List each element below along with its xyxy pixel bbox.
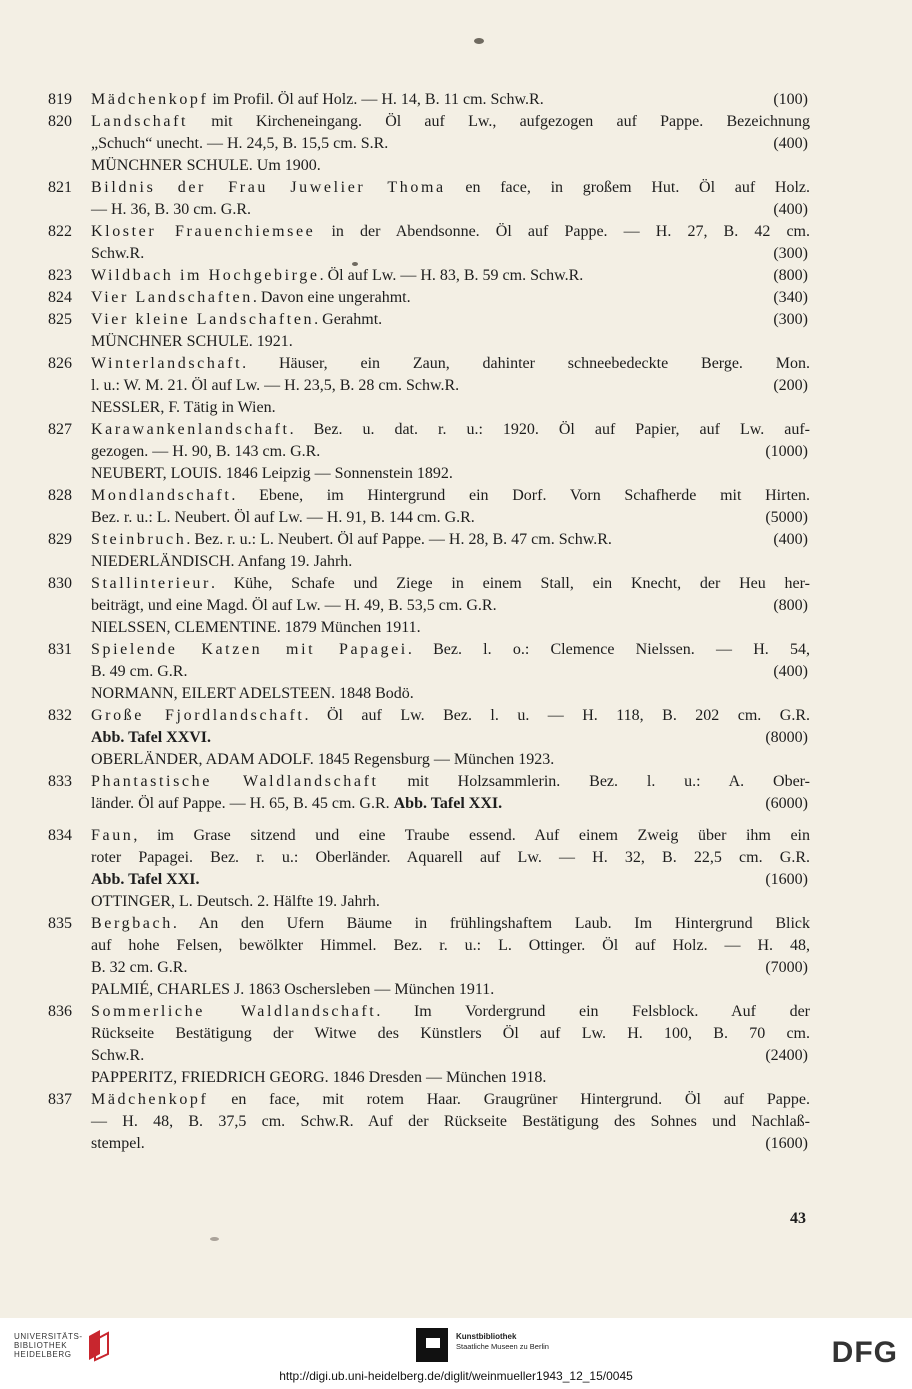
description-text: . Davon eine ungerahmt. [252, 289, 411, 306]
page-number: 43 [790, 1210, 806, 1227]
artwork-title: Phantastische Waldlandschaft [91, 773, 379, 790]
entry-description [91, 441, 742, 463]
artwork-title: Große Fjordlandschaft [91, 707, 305, 724]
description-text: . Ebene, im Hintergrund ein Dorf. Vorn Schafherde mit Hirten. [231, 487, 810, 504]
artwork-title: Wildbach im Hochgebirge [91, 267, 320, 284]
artwork-title: Steinbruch [91, 531, 187, 548]
entry-description [91, 1111, 810, 1133]
entry-number: 822 [48, 223, 72, 240]
artist-heading-text: PALMIÉ, CHARLES J. 1863 Oschersleben — München 1911. [91, 981, 495, 998]
artist-heading [0, 979, 912, 1001]
catalog-entry [0, 529, 912, 551]
description-text: im Profil. Öl auf Holz. — H. 14, B. 11 cm. Schw.R. [208, 91, 544, 108]
entry-description [91, 507, 742, 529]
entry-description [91, 1001, 810, 1023]
artwork-title: Kloster Frauenchiemsee [91, 223, 316, 240]
entry-description [91, 375, 742, 397]
kunstbibliothek-subtitle: Staatliche Museen zu Berlin [456, 1342, 549, 1351]
description-text: . Im Vordergrund ein Felsblock. Auf der [376, 1003, 810, 1020]
description-text: in der Abendsonne. Öl auf Pappe. — H. 27, B. 42 cm. [315, 223, 810, 240]
estimate-price: (800) [773, 597, 808, 614]
plate-reference: Abb. Tafel XXI. [91, 871, 200, 888]
entry-description [91, 221, 810, 243]
estimate-price: (200) [773, 377, 808, 394]
entry-description [91, 1023, 810, 1045]
entry-number: 828 [48, 487, 72, 504]
catalog-entry [0, 1001, 912, 1023]
description-text: stempel. [91, 1135, 145, 1152]
artist-heading [0, 891, 912, 913]
entry-description [91, 935, 810, 957]
dfg-logo: DFG [831, 1336, 898, 1369]
artwork-title: Mondlandschaft [91, 487, 232, 504]
catalog-entry-continuation [0, 793, 912, 815]
catalog-entry [0, 221, 912, 243]
description-text: B. 49 cm. G.R. [91, 663, 188, 680]
catalog-entry-continuation [0, 1045, 912, 1067]
artist-heading-text: NORMANN, EILERT ADELSTEEN. 1848 Bodö. [91, 685, 414, 702]
entry-description [91, 89, 742, 111]
description-text: . Öl auf Lw. — H. 83, B. 59 cm. Schw.R. [319, 267, 584, 284]
description-text: . An den Ufern Bäume in frühlingshaftem Laub. Im Hintergrund Blick [172, 915, 810, 932]
entry-description [91, 243, 742, 265]
description-text: mit Kircheneingang. Öl auf Lw., aufgezogen auf Pappe. Bezeichnung [188, 113, 810, 130]
description-text: , im Grase sitzend und eine Traube essend. Auf einem Zweig über ihm ein [133, 827, 810, 844]
estimate-price: (8000) [765, 729, 808, 746]
entry-description [91, 705, 810, 727]
entry-number: 830 [48, 575, 72, 592]
artist-heading [0, 617, 912, 639]
catalog-entry [0, 177, 912, 199]
artwork-title: Spielende Katzen mit Papagei [91, 641, 408, 658]
entry-number: 821 [48, 179, 72, 196]
catalog-entry [0, 639, 912, 661]
entry-description [91, 793, 742, 815]
catalog-entry [0, 573, 912, 595]
description-text: . Bez. r. u.: L. Neubert. Öl auf Pappe. — H. 28, B. 47 cm. Schw.R. [186, 531, 612, 548]
artwork-title: Winterlandschaft [91, 355, 243, 372]
catalog-entry [0, 111, 912, 133]
artist-heading [0, 1067, 912, 1089]
description-text: B. 32 cm. G.R. [91, 959, 188, 976]
catalog-entry-continuation [0, 1111, 912, 1133]
entry-description [91, 177, 810, 199]
description-text: — H. 48, B. 37,5 cm. Schw.R. Auf der Rückseite Bestätigung des Sohnes und Nachlaß- [91, 1113, 810, 1130]
entry-number: 829 [48, 531, 72, 548]
artwork-title: Mädchenkopf [91, 1091, 209, 1108]
catalog-entry [0, 1089, 912, 1111]
catalog-entry-continuation [0, 199, 912, 221]
estimate-price: (7000) [765, 959, 808, 976]
entry-description [91, 419, 810, 441]
entry-number: 827 [48, 421, 72, 438]
artwork-title: Sommerliche Waldlandschaft [91, 1003, 377, 1020]
university-library-name [14, 1332, 83, 1359]
footer-bar [0, 1318, 912, 1389]
entry-description [91, 639, 810, 661]
estimate-price: (6000) [765, 795, 808, 812]
artist-heading-text: OTTINGER, L. Deutsch. 2. Hälfte 19. Jahrh. [91, 893, 380, 910]
entry-description [91, 1133, 742, 1155]
description-text: Schw.R. [91, 1047, 145, 1064]
estimate-price: (100) [773, 91, 808, 108]
entry-description [91, 957, 742, 979]
entry-number: 826 [48, 355, 72, 372]
catalog-entry-continuation [0, 1023, 912, 1045]
catalog-entry-continuation [0, 133, 912, 155]
artist-heading-text: NESSLER, F. Tätig in Wien. [91, 399, 276, 416]
catalog-entry-continuation [0, 935, 912, 957]
catalog-entry [0, 309, 912, 331]
artist-heading-text: NIEDERLÄNDISCH. Anfang 19. Jahrh. [91, 553, 353, 570]
artist-heading [0, 749, 912, 771]
entry-description [91, 287, 742, 309]
description-text: . Bez. l. o.: Clemence Nielssen. — H. 54, [407, 641, 810, 658]
entry-number: 824 [48, 289, 72, 306]
entry-number: 831 [48, 641, 72, 658]
description-text: länder. Öl auf Pappe. — H. 65, B. 45 cm. G.R. [91, 795, 394, 812]
catalog-entry [0, 705, 912, 727]
artist-heading [0, 155, 912, 177]
entry-number: 825 [48, 311, 72, 328]
artist-heading [0, 683, 912, 705]
estimate-price: (5000) [765, 509, 808, 526]
entry-description [91, 913, 810, 935]
entry-description [91, 847, 810, 869]
estimate-price: (300) [773, 245, 808, 262]
entry-number: 837 [48, 1091, 72, 1108]
ink-speck [210, 1237, 219, 1241]
entry-description [91, 485, 810, 507]
plate-reference: Abb. Tafel XXI. [393, 795, 503, 812]
description-text: . Öl auf Lw. Bez. l. u. — H. 118, B. 202 cm. G.R. [304, 707, 810, 724]
kunstbibliothek-name [456, 1332, 549, 1352]
catalog-entry-continuation [0, 869, 912, 891]
artwork-title: Landschaft [91, 113, 189, 130]
entry-number: 823 [48, 267, 72, 284]
catalog-entry-continuation [0, 1133, 912, 1155]
description-text: en face, mit rotem Haar. Graugrüner Hintergrund. Öl auf Pappe. [208, 1091, 810, 1108]
entry-description [91, 771, 810, 793]
description-text: auf hohe Felsen, bewölkter Himmel. Bez. r. u.: L. Ottinger. Öl auf Holz. — H. 48, [91, 937, 810, 954]
description-text: . Bez. u. dat. r. u.: 1920. Öl auf Papier, auf Lw. auf- [289, 421, 810, 438]
estimate-price: (2400) [765, 1047, 808, 1064]
description-text: roter Papagei. Bez. r. u.: Oberländer. Aquarell auf Lw. — H. 32, B. 22,5 cm. G.R. [91, 849, 810, 866]
catalog-entry-continuation [0, 595, 912, 617]
entry-description [91, 199, 742, 221]
artwork-title: Bildnis der Frau Juwelier Thoma [91, 179, 446, 196]
university-line: UNIVERSITÄTS- [14, 1332, 83, 1341]
estimate-price: (400) [773, 135, 808, 152]
description-text: mit Holzsammlerin. Bez. l. u.: A. Ober- [378, 773, 811, 790]
entry-description [91, 133, 742, 155]
estimate-price: (1600) [765, 871, 808, 888]
catalog-entry [0, 265, 912, 287]
description-text: en face, in großem Hut. Öl auf Holz. [445, 179, 810, 196]
artist-heading-text: MÜNCHNER SCHULE. 1921. [91, 333, 293, 350]
artwork-title: Vier kleine Landschaften [91, 311, 315, 328]
catalog-entry-continuation [0, 727, 912, 749]
catalog-entry [0, 353, 912, 375]
description-text: Rückseite Bestätigung der Witwe des Künstlers Öl auf Lw. H. 100, B. 70 cm. [91, 1025, 810, 1042]
kunstbibliothek-logo [416, 1328, 448, 1362]
entry-description [91, 309, 742, 331]
artist-heading-text: NEUBERT, LOUIS. 1846 Leipzig — Sonnenstein 1892. [91, 465, 453, 482]
catalog-entry-continuation [0, 507, 912, 529]
entry-description [91, 595, 742, 617]
catalog-entry-continuation [0, 661, 912, 683]
artist-heading [0, 463, 912, 485]
entry-description [91, 1045, 742, 1067]
artwork-title: Faun [91, 827, 134, 844]
entry-number: 832 [48, 707, 72, 724]
ink-speck [474, 38, 484, 44]
description-text: Bez. r. u.: L. Neubert. Öl auf Lw. — H. 91, B. 144 cm. G.R. [91, 509, 475, 526]
artist-heading [0, 551, 912, 573]
kunstbibliothek-title: Kunstbibliothek [456, 1332, 517, 1341]
entry-number: 819 [48, 91, 72, 108]
estimate-price: (400) [773, 531, 808, 548]
entry-description [91, 353, 810, 375]
entry-number: 834 [48, 827, 72, 844]
entry-description [91, 869, 742, 891]
entry-description [91, 529, 742, 551]
artwork-title: Vier Landschaften [91, 289, 253, 306]
artwork-title: Mädchenkopf [91, 91, 209, 108]
entry-description [91, 661, 742, 683]
university-library-logo [86, 1328, 112, 1362]
catalog-entry-continuation [0, 957, 912, 979]
estimate-price: (400) [773, 663, 808, 680]
university-line: HEIDELBERG [14, 1350, 72, 1359]
description-text: — H. 36, B. 30 cm. G.R. [91, 201, 251, 218]
entry-description [91, 825, 810, 847]
plate-reference: Abb. Tafel XXVI. [91, 729, 212, 746]
entry-number: 820 [48, 113, 72, 130]
estimate-price: (800) [773, 267, 808, 284]
source-url[interactable]: http://digi.ub.uni-heidelberg.de/diglit/weinmueller1943_12_15/0045 [279, 1369, 633, 1383]
artist-heading-text: PAPPERITZ, FRIEDRICH GEORG. 1846 Dresden — München 1918. [91, 1069, 547, 1086]
estimate-price: (300) [773, 311, 808, 328]
catalog-entry [0, 89, 912, 111]
description-text: . Gerahmt. [314, 311, 383, 328]
artwork-title: Bergbach [91, 915, 173, 932]
description-text: gezogen. — H. 90, B. 143 cm. G.R. [91, 443, 321, 460]
estimate-price: (400) [773, 201, 808, 218]
estimate-price: (1600) [765, 1135, 808, 1152]
description-text: l. u.: W. M. 21. Öl auf Lw. — H. 23,5, B. 28 cm. Schw.R. [91, 377, 460, 394]
catalog-entry [0, 485, 912, 507]
university-line: BIBLIOTHEK [14, 1341, 68, 1350]
entry-description [91, 1089, 810, 1111]
catalog-entry [0, 913, 912, 935]
catalog-entry-continuation [0, 441, 912, 463]
catalog-entry-continuation [0, 375, 912, 397]
entry-description [91, 727, 742, 749]
entry-description [91, 111, 810, 133]
catalog-entry-continuation [0, 243, 912, 265]
estimate-price: (1000) [765, 443, 808, 460]
artist-heading-text: MÜNCHNER SCHULE. Um 1900. [91, 157, 321, 174]
catalog-entry-continuation [0, 847, 912, 869]
artist-heading [0, 331, 912, 353]
artist-heading-text: OBERLÄNDER, ADAM ADOLF. 1845 Regensburg — München 1923. [91, 751, 555, 768]
artwork-title: Karawankenlandschaft [91, 421, 290, 438]
description-text: . Kühe, Schafe und Ziege in einem Stall, ein Knecht, der Heu her- [210, 575, 810, 592]
entry-number: 836 [48, 1003, 72, 1020]
artist-heading [0, 397, 912, 419]
entry-number: 833 [48, 773, 72, 790]
artwork-title: Stallinterieur [91, 575, 211, 592]
catalog-entry [0, 825, 912, 847]
artist-heading-text: NIELSSEN, CLEMENTINE. 1879 München 1911. [91, 619, 421, 636]
entry-number: 835 [48, 915, 72, 932]
entry-description [91, 265, 742, 287]
catalog-entry [0, 287, 912, 309]
description-text: . Häuser, ein Zaun, dahinter schneebedeckte Berge. Mon. [242, 355, 810, 372]
description-text: Schw.R. [91, 245, 145, 262]
catalog-entry [0, 419, 912, 441]
description-text: „Schuch“ unecht. — H. 24,5, B. 15,5 cm. S.R. [91, 135, 389, 152]
catalog-entry [0, 771, 912, 793]
entry-description [91, 573, 810, 595]
description-text: beiträgt, und eine Magd. Öl auf Lw. — H. 49, B. 53,5 cm. G.R. [91, 597, 497, 614]
estimate-price: (340) [773, 289, 808, 306]
